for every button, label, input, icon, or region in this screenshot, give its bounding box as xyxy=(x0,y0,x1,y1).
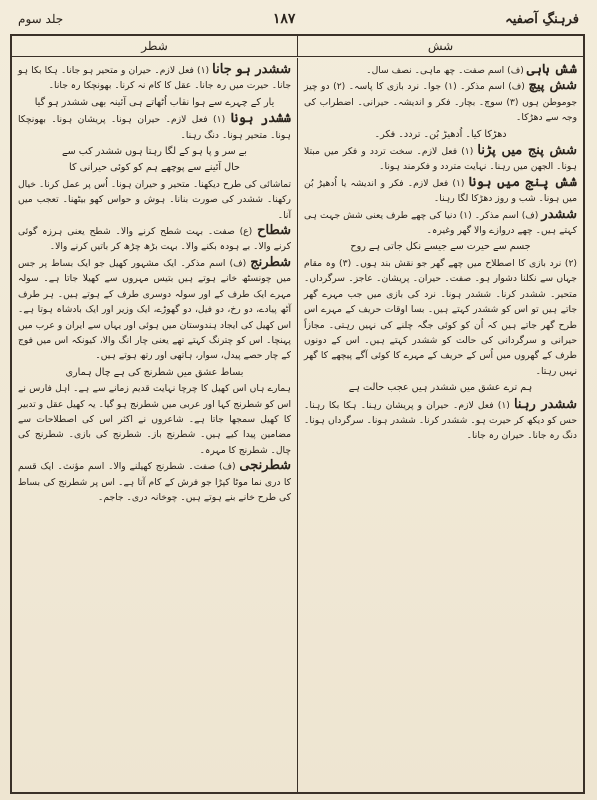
left-column-title: شطر xyxy=(141,39,168,53)
verse: یار کے چہرے سے ہوا نقاب اُٹھاتے ہی آئینہ بھی ششدر ہو گیا xyxy=(34,96,275,108)
verse: دھڑکا کیا۔ اُدھیڑ بُن۔ تردد۔ فکر۔ xyxy=(374,128,507,140)
entry xyxy=(18,223,291,255)
entry xyxy=(18,255,291,364)
entry xyxy=(304,175,577,207)
right-column xyxy=(297,58,583,792)
headword: ششدر ہو جانا xyxy=(212,62,291,77)
definition: (ف) اسم مذکر۔ (۱) جوا۔ نرد بازی کا پاسہ۔ (۲) دو چیز جوموطن ہوں (۳) سوچ۔ بچار۔ فکر و اندیشہ۔ حیرانی۔ اضطراب کی وجہ سے دھڑکا۔ xyxy=(304,81,577,124)
headword: شطرنج xyxy=(250,254,292,270)
definition-continued: تماشائی کی طرح دیکھنا۔ متحیر و حیران ہونا۔ اُس پر عمل کرنا۔ خیال رکھنا۔ ششدر کی صورت بنانا۔ ہوش و حواس کھو بیٹھنا۔ تعجب میں آنا۔ xyxy=(18,178,291,221)
verse: جسم سے حیرت سے جیسے نکل جاتی ہے روح xyxy=(350,241,531,253)
entry xyxy=(18,62,291,94)
definition: (ع) صفت۔ بہت شطح کرنے والا۔ شطح یعنی ہرزہ گوئی کرنے والا۔ بے ہودہ بکنے والا۔ بہت بڑھ چڑھ کر باتیں کرنے والا۔ xyxy=(18,226,291,253)
headword: ششدر ہونا xyxy=(230,111,291,127)
left-column xyxy=(12,58,297,792)
headword: شش پنج میں ہونا xyxy=(468,174,578,190)
book-title: فرہنگِ آصفیہ xyxy=(505,11,579,27)
definition: (ف) صفت۔ شطرنج کھیلنے والا۔ اسم مؤنث۔ ایک قسم کا دری نما موٹا کپڑا جو فرش کے کام آتا ہے۔ اس پر شطرنج کی بساط کی طرح خانے بنے ہوتے ہیں۔ چوخانہ دری۔ جاجم۔ xyxy=(18,461,291,503)
entry xyxy=(304,397,577,444)
entry xyxy=(304,143,577,175)
headword: شطرنجی xyxy=(239,458,291,474)
definition: (ف) اسم مذکر۔ (۱) دنیا کی چھے طرف یعنی شش جہت ہی کہتے ہیں۔ چھے دروازے والا گھر وغیرہ۔ xyxy=(304,209,577,237)
page-number: ۱۸۷ xyxy=(272,11,296,27)
entry xyxy=(18,458,291,505)
headword: ششدر xyxy=(541,206,578,222)
definition: (۱) فعل لازم۔ حیران و پریشان رہنا۔ ہکا بکا رہنا۔ حس کو دیکھ کر حیرت ہو۔ ششدر کرنا۔ ششدر ہونا۔ سرگرداں ہونا۔ دنگ رہ جانا۔ حیران رہ جانا۔ xyxy=(304,399,577,442)
right-column-title: شش xyxy=(297,36,583,56)
headword: شش ہاہی xyxy=(526,62,577,77)
volume-label: جلد سوم xyxy=(18,12,64,26)
column-headers xyxy=(12,36,583,57)
page-frame xyxy=(10,34,585,794)
headword: ششدر رہنا xyxy=(513,396,577,412)
definition: (۱) فعل لازم۔ سخت تردد و فکر میں مبتلا ہونا۔ الجھن میں رہنا۔ نہایت متردد و فکرمند ہونا۔ xyxy=(304,146,577,173)
definition: (۱) فعل لازم۔ حیران و متحیر ہو جانا۔ ہکا بکا ہو جانا۔ حیرت میں رہ جانا۔ عقل کا کام نہ کرنا۔ بھونچکا رہ جانا۔ xyxy=(18,65,291,92)
running-head xyxy=(18,8,579,30)
entry xyxy=(304,78,577,125)
verse: بساط عشق میں شطرنج کی ہے چال ہماری xyxy=(65,366,244,378)
columns xyxy=(12,58,583,792)
headword: شش پنج میں پڑنا xyxy=(477,143,577,159)
verse: حال آئینے سے پوچھے ہم کو کوئی حیرانی کا xyxy=(69,162,240,174)
entry xyxy=(304,207,577,239)
entry xyxy=(304,62,577,78)
definition-continued: (۲) نرد بازی کا اصطلاح میں چھے گھر جو نقش بند ہوں۔ (۳) وہ مقام جہاں سے نکلنا دشوار ہو۔ صفت۔ حیران۔ پریشان۔ عاجز۔ سرگرداں۔ متحیر۔ ششدر کرنا۔ ششدر ہونا۔ نرد کی بازی میں جب مہرے گھر جاتے ہیں تو اس کو ششدر کہتے ہیں۔ بسا اوقات حریف کے مہرے اس طرح گھر جاتے ہیں کہ اُن کو کوئی جگہ چلنے کی نہیں رہتی۔ مجازاً حیرانی و سرگردانی کی حالت کو ششدر کہتے ہیں۔ اس کے دونوں طرف کے گھروں میں اُس کے حریف کے مہرے کا کوئی آگے پیچھے کا گھر نہیں رہتا۔ xyxy=(304,257,577,377)
entry xyxy=(18,111,291,143)
definition: (ف) اسم مذکر۔ ایک مشہور کھیل جو ایک بساط پر جس میں چونسٹھ خانے ہوتے ہیں بتیس مہروں سے کھیلا جاتا ہے۔ سولہ مہرے ایک طرف کے اور سولہ دوسری طرف کے ہوتے ہیں۔ ہر طرف آٹھ پیادے، دو رخ، دو فیل، دو گھوڑے، ایک وزیر اور ایک بادشاہ ہوتا ہے۔ اس کھیل کی ایجاد ہندوستان میں ہوئی اور یہاں سے ایران و عرب میں پہنچا۔ اس کو چترنگ کہتے تھے یعنی چار انگ والا، کیونکہ اس میں فوج کے چار حصے پیدل، سوار، ہاتھی اور رتھ ہوتے ہیں۔ xyxy=(18,257,291,362)
definition: (۱) فعل لازم۔ حیران ہونا۔ پریشان ہونا۔ بھونچکا ہونا۔ متحیر ہونا۔ دنگ رہنا۔ xyxy=(18,114,291,141)
headword: شطاح xyxy=(257,223,291,239)
definition: (۱) فعل لازم۔ فکر و اندیشہ یا اُدھیڑ بُن میں ہونا۔ شب و روز دھڑکا لگا رہنا۔ xyxy=(304,177,577,205)
headword: شش پیچ xyxy=(528,78,577,94)
definition-continued: ہمارے ہاں اس کھیل کا چرچا نہایت قدیم زمانے سے ہے۔ اہل فارس نے اس کو شطرنج کہا اور عربی میں شطرنج ہو گیا۔ یہ کھیل عقل و تدبیر کا کھیل سمجھا جاتا ہے۔ شاعروں نے اکثر اس کی اصطلاحات سے مضامین پیدا کیے ہیں۔ شطرنج باز۔ شطرنج کی بازی۔ شطرنج کی چال۔ شطرنج کا مہرہ۔ xyxy=(18,383,291,456)
definition: (ف) اسم صفت۔ چھ ماہی۔ نصف سال۔ xyxy=(366,65,524,76)
verse: ہم ترے عشق میں ششدر ہیں عجب حالت ہے xyxy=(348,382,533,394)
verse: بے سر و پا ہو کے لگا رہتا ہوں ششدر کب سے xyxy=(62,146,247,158)
